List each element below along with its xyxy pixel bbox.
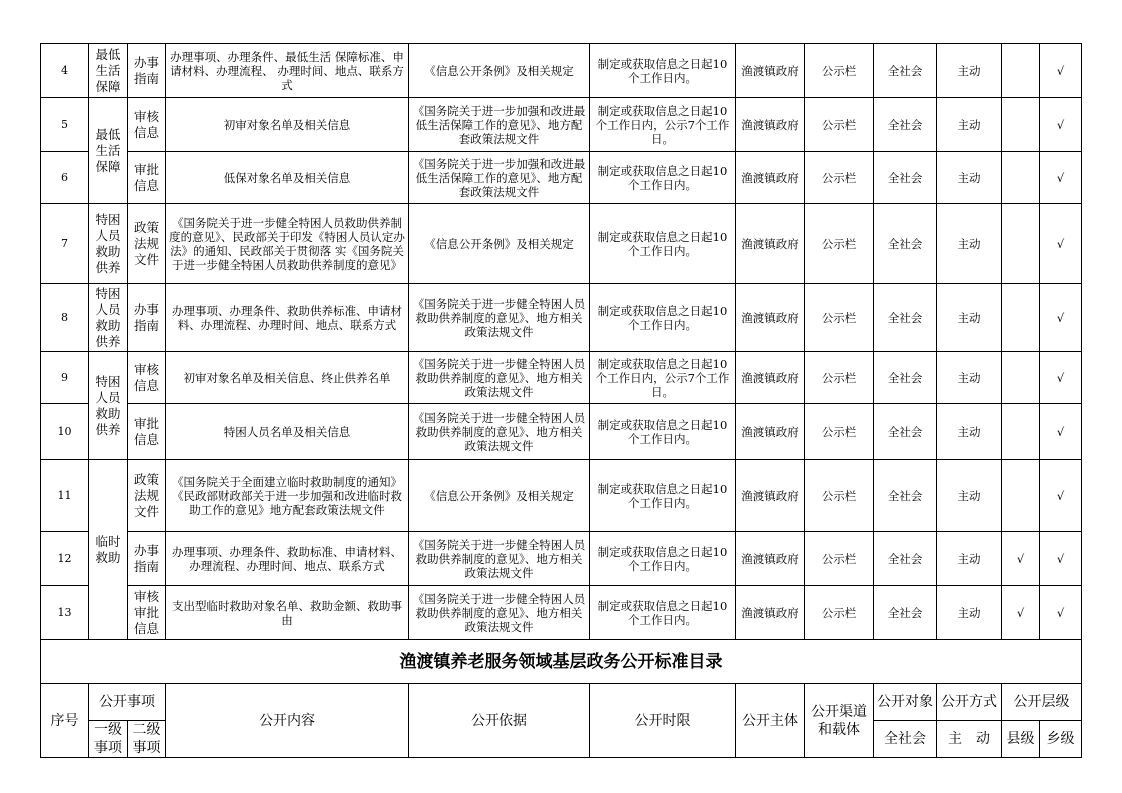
basis-cell: 《国务院关于进一步加强和改进最低生活保障工作的意见》、地方配套政策法规文件 [409,98,590,152]
disclosure-catalog-table [40,43,1082,758]
town-check: √ [1040,586,1082,640]
mode-cell: 主动 [937,152,1002,204]
target-cell: 全社会 [874,532,937,586]
subject-cell: 渔渡镇政府 [736,404,805,460]
basis-cell: 《国务院关于进一步加强和改进最低生活保障工作的意见》、地方配套政策法规文件 [409,152,590,204]
subject-cell: 渔渡镇政府 [736,44,805,98]
header-level2: 二级事项 [128,721,166,758]
target-cell: 全社会 [874,460,937,532]
level2-item: 政策法规文件 [128,460,166,532]
header-channel: 公开渠道和载体 [805,684,874,758]
level2-item: 办事指南 [128,532,166,586]
header-no: 序号 [41,684,89,758]
content-cell: 特困人员名单及相关信息 [166,404,409,460]
row-number: 13 [41,586,89,640]
table-row [41,284,1082,352]
subject-cell: 渔渡镇政府 [736,204,805,284]
row-number: 10 [41,404,89,460]
channel-cell: 公示栏 [805,284,874,352]
level2-item: 办事指南 [128,44,166,98]
subject-cell: 渔渡镇政府 [736,586,805,640]
town-check: √ [1040,460,1082,532]
target-cell: 全社会 [874,404,937,460]
deadline-cell: 制定或获取信息之日起10个工作日内。 [590,152,736,204]
level1-item: 临时救助 [89,460,128,640]
level2-item: 审核审批信息 [128,586,166,640]
header-mode-sub: 主 动 [937,721,1002,758]
header-level1: 一级事项 [89,721,128,758]
row-number: 12 [41,532,89,586]
content-cell: 办理事项、办理条件、最低生活 保障标准、申请材料、办理流程、 办理时间、地点、联系方式 [166,44,409,98]
header-mode: 公开方式 [937,684,1002,721]
deadline-cell: 制定或获取信息之日起10个工作日内。 [590,586,736,640]
level2-item: 审核信息 [128,98,166,152]
table-row [41,586,1082,640]
deadline-cell: 制定或获取信息之日起10个工作日内，公示7个工作日。 [590,98,736,152]
target-cell: 全社会 [874,352,937,404]
town-check: √ [1040,98,1082,152]
town-check: √ [1040,204,1082,284]
subject-cell: 渔渡镇政府 [736,98,805,152]
basis-cell: 《国务院关于进一步健全特困人员救助供养制度的意见》、地方相关政策法规文件 [409,352,590,404]
county-check: √ [1002,532,1040,586]
row-number: 5 [41,98,89,152]
basis-cell: 《国务院关于进一步健全特困人员救助供养制度的意见》、地方相关政策法规文件 [409,404,590,460]
mode-cell: 主动 [937,404,1002,460]
table-row [41,204,1082,284]
table-row [41,152,1082,204]
county-check [1002,352,1040,404]
basis-cell: 《信息公开条例》及相关规定 [409,44,590,98]
town-check: √ [1040,404,1082,460]
header-target-sub: 全社会 [874,721,937,758]
mode-cell: 主动 [937,284,1002,352]
row-number: 7 [41,204,89,284]
header-items: 公开事项 [89,684,166,721]
level1-item: 特困人员救助供养 [89,204,128,284]
level1-item: 特困人员救助供养 [89,284,128,352]
channel-cell: 公示栏 [805,586,874,640]
basis-cell: 《国务院关于进一步健全特困人员救助供养制度的意见》、地方相关政策法规文件 [409,284,590,352]
content-cell: 低保对象名单及相关信息 [166,152,409,204]
mode-cell: 主动 [937,586,1002,640]
channel-cell: 公示栏 [805,404,874,460]
row-number: 8 [41,284,89,352]
channel-cell: 公示栏 [805,460,874,532]
channel-cell: 公示栏 [805,532,874,586]
table-row [41,460,1082,532]
content-cell: 《国务院关于全面建立临时救助制度的通知》《民政部财政部关于进一步加强和改进临时救助工作的意见》地方配套政策法规文件 [166,460,409,532]
basis-cell: 《信息公开条例》及相关规定 [409,460,590,532]
header-subject: 公开主体 [736,684,805,758]
subject-cell: 渔渡镇政府 [736,460,805,532]
target-cell: 全社会 [874,98,937,152]
deadline-cell: 制定或获取信息之日起10个工作日内。 [590,44,736,98]
table-row [41,404,1082,460]
town-check: √ [1040,284,1082,352]
level2-item: 审批信息 [128,152,166,204]
level2-item: 办事指南 [128,284,166,352]
county-check [1002,404,1040,460]
county-check [1002,460,1040,532]
header-deadline: 公开时限 [590,684,736,758]
level1-item: 最低生活保障 [89,98,128,204]
basis-cell: 《国务院关于进一步健全特困人员救助供养制度的意见》、地方相关政策法规文件 [409,532,590,586]
basis-cell: 《国务院关于进一步健全特困人员救助供养制度的意见》、地方相关政策法规文件 [409,586,590,640]
channel-cell: 公示栏 [805,204,874,284]
content-cell: 初审对象名单及相关信息、终止供养名单 [166,352,409,404]
mode-cell: 主动 [937,204,1002,284]
deadline-cell: 制定或获取信息之日起10个工作日内。 [590,404,736,460]
county-check [1002,204,1040,284]
row-number: 9 [41,352,89,404]
row-number: 6 [41,152,89,204]
section-title-row [41,640,1082,684]
mode-cell: 主动 [937,44,1002,98]
content-cell: 办理事项、办理条件、救助标准、申请材料、办理流程、办理时间、地点、联系方式 [166,532,409,586]
deadline-cell: 制定或获取信息之日起10个工作日内，公示7个工作日。 [590,352,736,404]
target-cell: 全社会 [874,586,937,640]
header-county: 县级 [1002,721,1040,758]
deadline-cell: 制定或获取信息之日起10个工作日内。 [590,532,736,586]
channel-cell: 公示栏 [805,352,874,404]
level2-item: 审批信息 [128,404,166,460]
header-town: 乡级 [1040,721,1082,758]
subject-cell: 渔渡镇政府 [736,284,805,352]
header-level: 公开层级 [1002,684,1082,721]
basis-cell: 《信息公开条例》及相关规定 [409,204,590,284]
subject-cell: 渔渡镇政府 [736,352,805,404]
content-cell: 支出型临时救助对象名单、救助金额、救助事由 [166,586,409,640]
row-number: 11 [41,460,89,532]
mode-cell: 主动 [937,98,1002,152]
content-cell: 《国务院关于进一步健全特困人员救助供养制度的意见》、民政部关于印发《特困人员认定办法》的通知、民政部关于贯彻落 实《国务院关于进一步健全特困人员救助供养制度的意见》 [166,204,409,284]
subject-cell: 渔渡镇政府 [736,152,805,204]
table-row [41,98,1082,152]
level1-item: 特困人员救助供养 [89,352,128,460]
target-cell: 全社会 [874,204,937,284]
content-cell: 办理事项、办理条件、救助供养标准、申请材料、办理流程、办理时间、地点、联系方式 [166,284,409,352]
county-check [1002,98,1040,152]
table-row [41,44,1082,98]
town-check: √ [1040,44,1082,98]
row-number: 4 [41,44,89,98]
mode-cell: 主动 [937,352,1002,404]
target-cell: 全社会 [874,284,937,352]
deadline-cell: 制定或获取信息之日起10个工作日内。 [590,284,736,352]
county-check [1002,44,1040,98]
mode-cell: 主动 [937,460,1002,532]
channel-cell: 公示栏 [805,98,874,152]
county-check [1002,152,1040,204]
section-title: 渔渡镇养老服务领域基层政务公开标准目录 [41,640,1082,684]
header-row [41,684,1082,721]
channel-cell: 公示栏 [805,44,874,98]
mode-cell: 主动 [937,532,1002,586]
level1-item: 最低生活保障 [89,44,128,98]
deadline-cell: 制定或获取信息之日起10个工作日内。 [590,460,736,532]
deadline-cell: 制定或获取信息之日起10个工作日内。 [590,204,736,284]
target-cell: 全社会 [874,44,937,98]
header-content: 公开内容 [166,684,409,758]
table-row [41,532,1082,586]
level2-item: 政策法规文件 [128,204,166,284]
town-check: √ [1040,352,1082,404]
subject-cell: 渔渡镇政府 [736,532,805,586]
county-check: √ [1002,586,1040,640]
header-target: 公开对象 [874,684,937,721]
town-check: √ [1040,152,1082,204]
county-check [1002,284,1040,352]
target-cell: 全社会 [874,152,937,204]
table-row [41,352,1082,404]
channel-cell: 公示栏 [805,152,874,204]
header-basis: 公开依据 [409,684,590,758]
level2-item: 审核信息 [128,352,166,404]
town-check: √ [1040,532,1082,586]
content-cell: 初审对象名单及相关信息 [166,98,409,152]
